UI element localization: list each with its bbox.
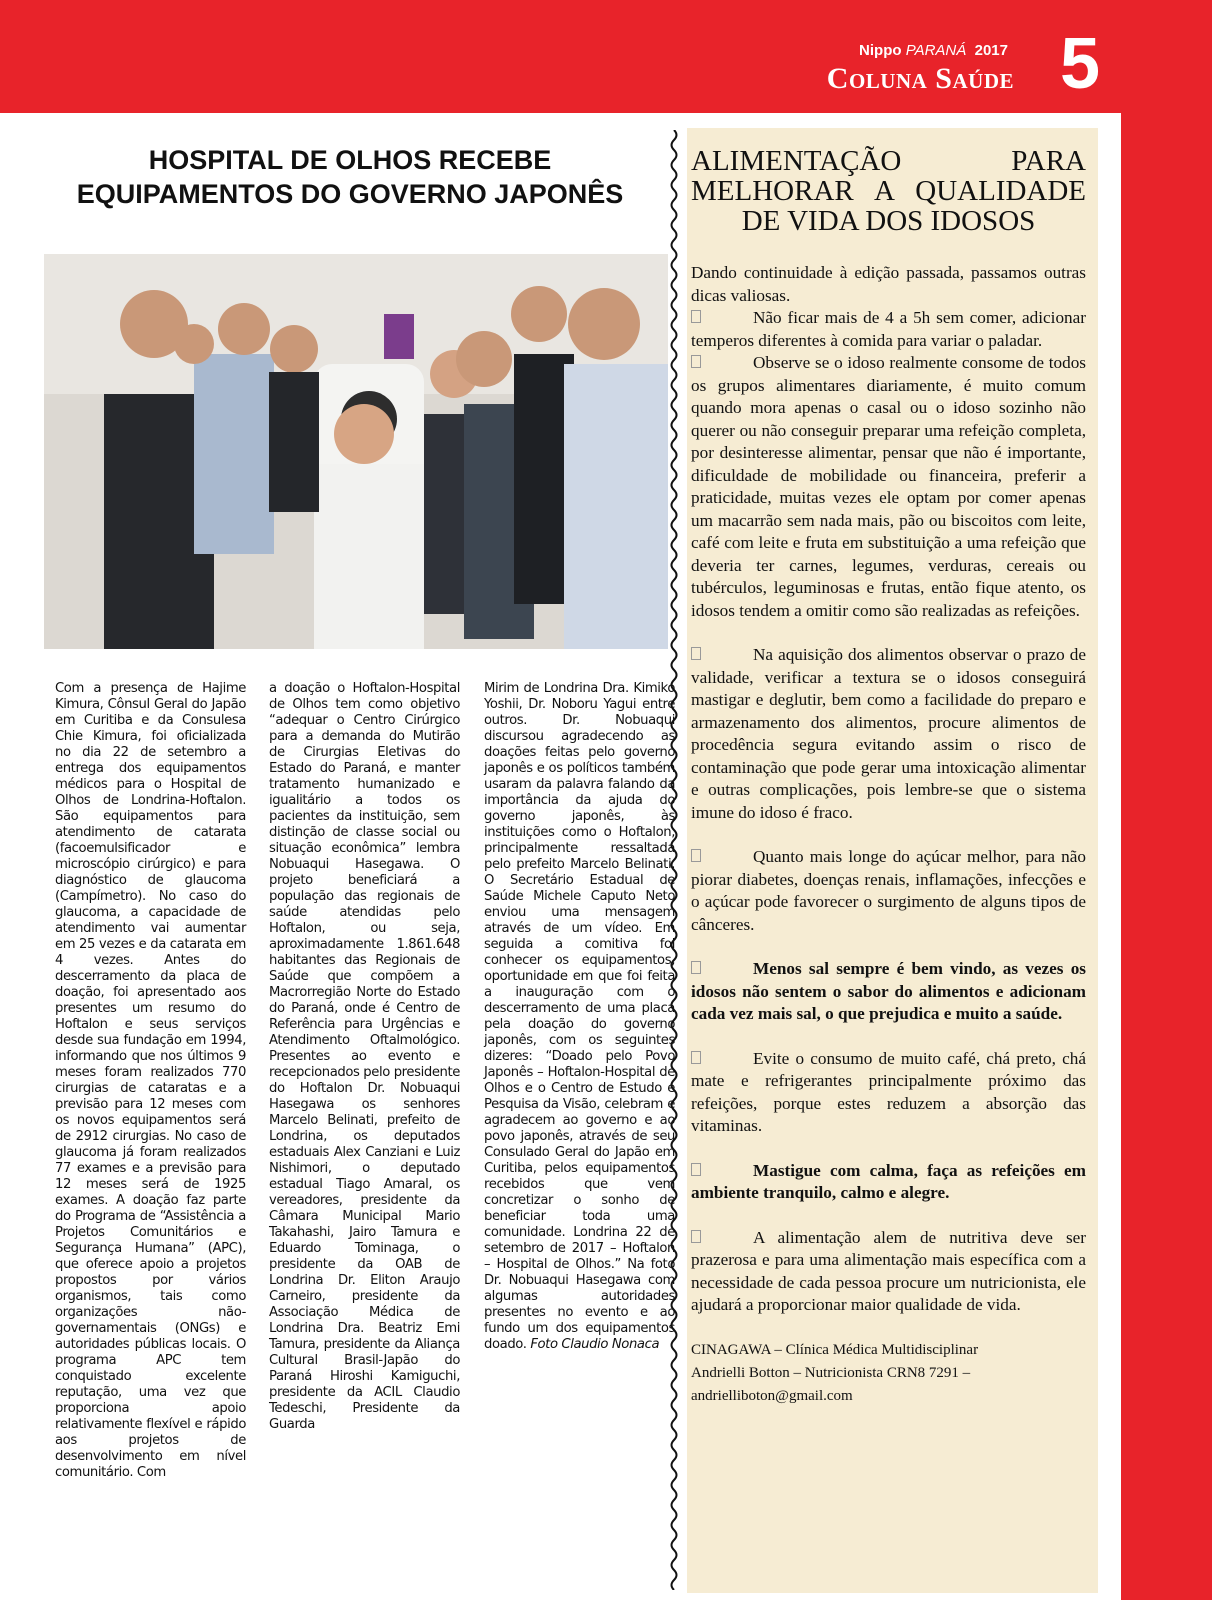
health-column-body	[691, 262, 1086, 1317]
health-tip: A alimentação alem de nutritiva deve ser prazerosa e para uma alimentação mais específica com a necessidade de cada pessoa procure um nutricionista, ele ajudará a proporcionar maior qualidade de vida.	[691, 1227, 1086, 1314]
health-tip: Quanto mais longe do açúcar melhor, para não piorar diabetes, doenças renais, inflamações, infecções e o açúcar pode favorecer o surgimento de alguns tipos de cânceres.	[691, 847, 1086, 934]
photo-credit: Foto Claudio Nonaca	[530, 1337, 660, 1352]
wavy-divider	[667, 130, 681, 1590]
checkbox-icon	[691, 849, 701, 862]
health-tip: Observe se o idoso realmente consome de todos os grupos alimentares diariamente, é muito comum quando mora apenas o casal ou o idoso sozinho não querer ou não conseguir preparar uma refeição completa, por desinteresse alimentar, pensar que não é importante, dificuldade de mobilidade ou financeira, preferir a praticidade, muitas vezes ele optam por comer apenas um macarrão sem nada mais, pão ou biscoitos com leite, café com leite e fruta em substituição a uma refeição que deveria ter carnes, legumes, verduras, cereais ou tubérculos, leguminosas e frutas, então fique atento, os idosos tendem a omitir como são realizadas as refeições.	[691, 353, 1086, 620]
article-column-3	[484, 681, 675, 1353]
article-column-2: a doação o Hoftalon-Hospital de Olhos tem como objetivo “adequar o Centro Cirúrgico para a demanda do Mutirão de Cirurgias Eletivas do Estado do Paraná, e manter tratamento humanizado e igualitário a todos os pacientes da instituição, sem distinção de classe social ou situação econômica” lembra Nobuaqui Hasegawa. O projeto beneficiará a população das regionais de saúde atendidas pelo Hoftalon, ou seja, aproximadamente 1.861.648 habitantes das Regionais de Saúde que compõem a Macrorregião Norte do Estado do Paraná, onde é Centro de Referência para Urgências e Atendimento Oftalmológico. Presentes ao evento e recepcionados pelo presidente do Hoftalon Dr. Nobuaqui Hasegawa os senhores Marcelo Belinati, prefeito de Londrina, os deputados estaduais Alex Canziani e Luiz Nishimori, o deputado estadual Tiago Amaral, os vereadores, presidente da Câmara Municipal Mario Takahashi, Jairo Tamura e Eduardo Tominaga, o presidente da OAB de Londrina Dr. Eliton Araujo Carneiro, presidente da Associação Médica de Londrina Dra. Beatriz Emi Tamura, presidente da Aliança Cultural Brasil-Japão do Paraná Hiroshi Kamiguchi, presidente da ACIL Claudio Tedeschi, Presidente da Guarda	[269, 681, 460, 1432]
page-number: 5	[1060, 24, 1101, 104]
health-column-footer	[691, 1339, 1086, 1408]
health-intro: Dando continuidade à edição passada, passamos outras dicas valiosas.	[691, 263, 1086, 305]
article-headline	[44, 143, 656, 211]
region-name: PARANÁ	[905, 42, 967, 59]
checkbox-icon	[691, 1230, 701, 1243]
wavy-divider-line	[667, 130, 681, 1590]
health-title-line-1: ALIMENTAÇÃO PARA	[691, 145, 1086, 177]
health-tip: Menos sal sempre é bem vindo, as vezes os idosos não sentem o sabor do alimentos e adicionam cada vez mais sal, o que prejudica e muito a saúde.	[691, 959, 1086, 1023]
header-bar	[0, 0, 1212, 113]
brand-name: Nippo	[859, 42, 902, 59]
section-title: Coluna Saúde	[826, 62, 1014, 95]
health-tip: Evite o consumo de muito café, chá preto, chá mate e refrigerantes principalmente próximo das refeições, porque estes reduzem a absorção das vitaminas.	[691, 1048, 1086, 1135]
checkbox-icon	[691, 1051, 701, 1064]
side-bar-accent	[1121, 113, 1212, 1600]
checkbox-icon	[691, 310, 701, 323]
article-column-3-text: Mirim de Londrina Dra. Kimiko Yoshii, Dr. Noboru Yagui entre outros. Dr. Nobuaqui discursou agradecendo as doações feitas pelo governo japonês e os políticos também usaram da palavra falando da importância da ajuda do governo japonês, às instituições como o Hoftalon, principalmente ressaltada pelo prefeito Marcelo Belinati. O Secretário Estadual de Saúde Michele Caputo Neto enviou uma mensagem através de um vídeo. Em seguida a comitiva foi conhecer os equipamentos, oportunidade em que foi feita a inauguração com o descerramento de uma placa pela doação do governo japonês, com os seguintes dizeres: “Doado pelo Povo Japonês – Hoftalon-Hospital de Olhos e o Centro de Estudo e Pesquisa da Visão, celebram e agradecem ao governo e ao povo japonês, através de seu Consulado Geral do Japão em Curitiba, pelos equipamentos recebidos que vem concretizar o sonho de beneficiar toda uma comunidade. Londrina 22 de setembro de 2017 – Hoftalon – Hospital de Olhos.” Na foto Dr. Nobuaqui Hasegawa com algumas autoridades presentes no evento e ao fundo um dos equipamentos doado.	[484, 681, 675, 1352]
health-title-line-2: MELHORAR A QUALIDADE	[691, 175, 1086, 207]
health-column-title	[691, 146, 1086, 236]
group-photo	[44, 254, 668, 649]
health-column-box	[687, 128, 1098, 1593]
headline-line-1: HOSPITAL DE OLHOS RECEBE	[148, 145, 552, 175]
article-column-1: Com a presença de Hajime Kimura, Cônsul Geral do Japão em Curitiba e da Consulesa Chie Kimura, foi oficializada no dia 22 de setembro a entrega dos equipamentos médicos para o Hospital de Olhos de Londrina-Hoftalon. São equipamentos para atendimento de catarata (facoemulsificador e microscópio cirúrgico) e para diagnóstico de glaucoma (Campímetro). No caso do glaucoma, a capacidade de atendimento vai aumentar em 25 vezes e da catarata em 4 vezes. Antes do descerramento da placa de doação, foi apresentado aos presentes um resumo do Hoftalon e seus serviços desde sua fundação em 1994, informando que nos últimos 9 meses foram realizados 770 cirurgias de cataratas e a previsão para 12 meses com os novos equipamentos será de 2912 cirurgias. No caso de glaucoma já foram realizados 77 exames e a previsão para 12 meses será de 1925 exames. A doação faz parte do Programa de “Assistência a Projetos Comunitários e Segurança Humana” (APC), que oferece apoio a projetos propostos por vários organismos, tais como organizações não-governamentais (ONGs) e autoridades públicas locais. O programa APC tem conquistado excelente reputação, uma vez que proporciona apoio relativamente flexível e rápido aos projetos de desenvolvimento em nível comunitário. Com	[55, 681, 246, 1480]
health-title-line-3: DE VIDA DOS IDOSOS	[741, 205, 1036, 237]
checkbox-icon	[691, 355, 701, 368]
edition-year: 2017	[974, 42, 1008, 59]
health-tip: Mastigue com calma, faça as refeições em ambiente tranquilo, calmo e alegre.	[691, 1160, 1086, 1202]
health-tip: Não ficar mais de 4 a 5h sem comer, adicionar temperos diferentes à comida para variar o paladar.	[691, 308, 1086, 350]
masthead	[859, 42, 1008, 59]
clinic-name: CINAGAWA – Clínica Médica Multidisciplinar	[691, 1341, 979, 1358]
checkbox-icon	[691, 961, 701, 974]
group-photo-illustration	[44, 254, 668, 649]
checkbox-icon	[691, 647, 701, 660]
author-credit: Andrielli Botton – Nutricionista CRN8 7291 – andrielliboton@gmail.com	[691, 1364, 971, 1404]
headline-line-2: EQUIPAMENTOS DO GOVERNO JAPONÊS	[76, 179, 624, 209]
health-tip: Na aquisição dos alimentos observar o prazo de validade, verificar a textura se o idosos conseguirá mastigar e deglutir, bem como a facilidade do preparo e armazenamento dos alimentos, procure alimentos de procedência segura evitando assim o risco de contaminação que pode gerar uma intoxicação alimentar e outras complicações, pois lembre-se que o sistema imune do idoso é fraco.	[691, 645, 1086, 822]
checkbox-icon	[691, 1163, 701, 1176]
